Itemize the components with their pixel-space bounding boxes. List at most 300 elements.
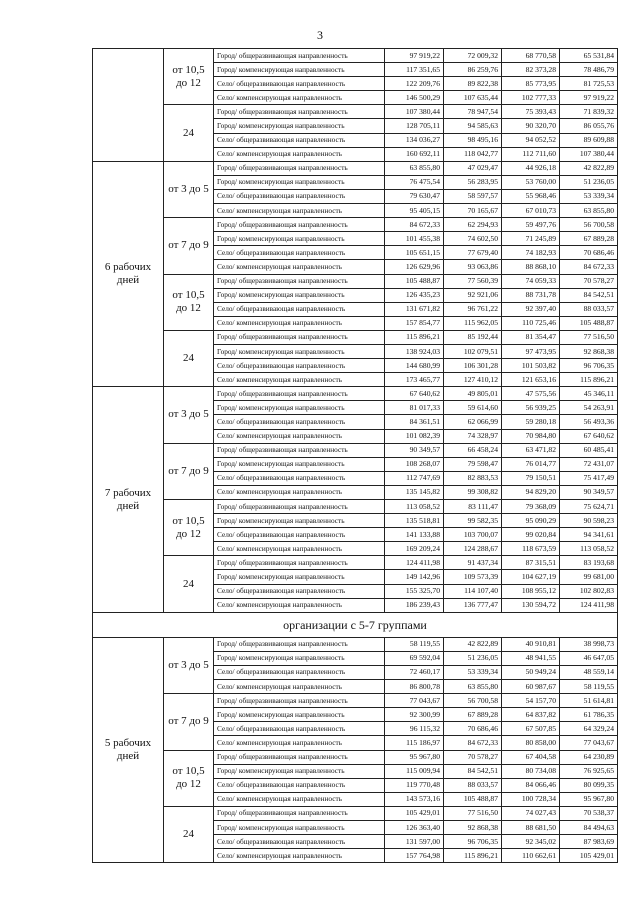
direction-label: Село/ компенсирующая направленность — [214, 680, 385, 694]
table-row — [93, 330, 618, 344]
stay-duration-cell: 24 — [164, 105, 214, 161]
value-cell: 94 052,52 — [502, 133, 560, 147]
value-cell: 77 043,67 — [385, 694, 444, 708]
value-cell: 126 363,40 — [385, 820, 444, 834]
table-row — [93, 443, 618, 457]
value-cell: 78 486,79 — [560, 63, 618, 77]
direction-label: Село/ общеразвивающая направленность — [214, 471, 385, 485]
value-cell: 173 465,77 — [385, 373, 444, 387]
value-cell: 76 014,77 — [502, 457, 560, 471]
value-cell: 74 182,93 — [502, 246, 560, 260]
value-cell: 130 594,72 — [502, 598, 560, 612]
value-cell: 88 868,10 — [502, 260, 560, 274]
value-cell: 86 055,76 — [560, 119, 618, 133]
value-cell: 99 020,84 — [502, 528, 560, 542]
direction-label: Село/ общеразвивающая направленность — [214, 584, 385, 598]
value-cell: 63 471,82 — [502, 443, 560, 457]
value-cell: 84 542,51 — [560, 288, 618, 302]
value-cell: 45 346,11 — [560, 387, 618, 401]
value-cell: 113 058,52 — [560, 542, 618, 556]
value-cell: 103 700,07 — [444, 528, 502, 542]
value-cell: 81 725,53 — [560, 77, 618, 91]
value-cell: 138 924,03 — [385, 344, 444, 358]
value-cell: 74 602,50 — [444, 232, 502, 246]
value-cell: 99 681,00 — [560, 570, 618, 584]
value-cell: 95 405,15 — [385, 204, 444, 218]
value-cell: 54 263,91 — [560, 401, 618, 415]
stay-duration-cell: от 7 до 9 — [164, 218, 214, 274]
value-cell: 48 559,14 — [560, 665, 618, 679]
value-cell: 54 157,70 — [502, 694, 560, 708]
value-cell: 59 614,60 — [444, 401, 502, 415]
value-cell: 75 417,49 — [560, 471, 618, 485]
section-row — [93, 612, 618, 637]
value-cell: 40 910,81 — [502, 637, 560, 651]
value-cell: 104 627,19 — [502, 570, 560, 584]
value-cell: 64 837,82 — [502, 708, 560, 722]
value-cell: 160 692,11 — [385, 147, 444, 161]
table-row — [93, 105, 618, 119]
value-cell: 135 145,82 — [385, 485, 444, 499]
value-cell: 67 889,28 — [560, 232, 618, 246]
direction-label: Город/ общеразвивающая направленность — [214, 274, 385, 288]
direction-label: Город/ компенсирующая направленность — [214, 175, 385, 189]
value-cell: 38 998,73 — [560, 637, 618, 651]
direction-label: Город/ компенсирующая направленность — [214, 288, 385, 302]
value-cell: 67 640,62 — [385, 387, 444, 401]
value-cell: 84 542,51 — [444, 764, 502, 778]
value-cell: 84 672,33 — [560, 260, 618, 274]
value-cell: 127 410,12 — [444, 373, 502, 387]
value-cell: 85 773,95 — [502, 77, 560, 91]
stay-duration-cell: от 10,5 до 12 — [164, 49, 214, 105]
direction-label: Село/ компенсирующая направленность — [214, 147, 385, 161]
value-cell: 77 043,67 — [560, 736, 618, 750]
value-cell: 81 354,47 — [502, 330, 560, 344]
value-cell: 134 036,27 — [385, 133, 444, 147]
value-cell: 53 760,00 — [502, 175, 560, 189]
value-cell: 70 165,67 — [444, 204, 502, 218]
direction-label: Село/ общеразвивающая направленность — [214, 246, 385, 260]
direction-label: Город/ общеразвивающая направленность — [214, 161, 385, 175]
direction-label: Село/ общеразвивающая направленность — [214, 415, 385, 429]
value-cell: 186 239,43 — [385, 598, 444, 612]
value-cell: 84 672,33 — [385, 218, 444, 232]
direction-label: Город/ компенсирующая направленность — [214, 651, 385, 665]
value-cell: 91 437,34 — [444, 556, 502, 570]
value-cell: 42 822,89 — [444, 637, 502, 651]
value-cell: 71 839,32 — [560, 105, 618, 119]
value-cell: 75 624,71 — [560, 500, 618, 514]
value-cell: 157 764,98 — [385, 849, 444, 863]
value-cell: 107 380,44 — [385, 105, 444, 119]
value-cell: 110 725,46 — [502, 316, 560, 330]
value-cell: 79 598,47 — [444, 457, 502, 471]
direction-label: Село/ общеразвивающая направленность — [214, 722, 385, 736]
direction-label: Город/ общеразвивающая направленность — [214, 556, 385, 570]
table-row — [93, 750, 618, 764]
value-cell: 115 962,05 — [444, 316, 502, 330]
value-cell: 68 770,58 — [502, 49, 560, 63]
value-cell: 131 597,00 — [385, 835, 444, 849]
direction-label: Село/ компенсирующая направленность — [214, 485, 385, 499]
value-cell: 124 288,67 — [444, 542, 502, 556]
value-cell: 93 063,86 — [444, 260, 502, 274]
work-days-cell — [93, 49, 164, 162]
value-cell: 115 009,94 — [385, 764, 444, 778]
value-cell: 70 578,27 — [560, 274, 618, 288]
value-cell: 126 435,23 — [385, 288, 444, 302]
value-cell: 77 516,50 — [444, 806, 502, 820]
value-cell: 107 380,44 — [560, 147, 618, 161]
table-row — [93, 806, 618, 820]
direction-label: Город/ компенсирующая направленность — [214, 401, 385, 415]
direction-label: Город/ компенсирующая направленность — [214, 232, 385, 246]
value-cell: 102 802,83 — [560, 584, 618, 598]
value-cell: 118 673,59 — [502, 542, 560, 556]
value-cell: 157 854,77 — [385, 316, 444, 330]
value-cell: 84 672,33 — [444, 736, 502, 750]
value-cell: 106 301,28 — [444, 359, 502, 373]
value-cell: 51 236,05 — [560, 175, 618, 189]
value-cell: 70 984,80 — [502, 429, 560, 443]
value-cell: 97 919,22 — [560, 91, 618, 105]
value-cell: 115 896,21 — [560, 373, 618, 387]
value-cell: 77 516,50 — [560, 330, 618, 344]
value-cell: 67 640,62 — [560, 429, 618, 443]
value-cell: 136 777,47 — [444, 598, 502, 612]
value-cell: 79 368,09 — [502, 500, 560, 514]
direction-label: Город/ общеразвивающая направленность — [214, 694, 385, 708]
value-cell: 87 983,69 — [560, 835, 618, 849]
value-cell: 69 592,04 — [385, 651, 444, 665]
value-cell: 107 635,44 — [444, 91, 502, 105]
table-row — [93, 694, 618, 708]
value-cell: 56 939,25 — [502, 401, 560, 415]
value-cell: 121 653,16 — [502, 373, 560, 387]
value-cell: 114 107,40 — [444, 584, 502, 598]
direction-label: Село/ компенсирующая направленность — [214, 542, 385, 556]
stay-duration-cell: 24 — [164, 556, 214, 612]
direction-label: Село/ общеразвивающая направленность — [214, 528, 385, 542]
direction-label: Город/ общеразвивающая направленность — [214, 500, 385, 514]
direction-label: Город/ общеразвивающая направленность — [214, 806, 385, 820]
value-cell: 62 066,99 — [444, 415, 502, 429]
direction-label: Город/ компенсирующая направленность — [214, 820, 385, 834]
direction-label: Село/ компенсирующая направленность — [214, 849, 385, 863]
direction-label: Город/ общеразвивающая направленность — [214, 330, 385, 344]
direction-label: Село/ компенсирующая направленность — [214, 204, 385, 218]
direction-label: Город/ компенсирующая направленность — [214, 708, 385, 722]
value-cell: 44 926,18 — [502, 161, 560, 175]
value-cell: 124 411,98 — [560, 598, 618, 612]
value-cell: 64 230,89 — [560, 750, 618, 764]
direction-label: Село/ общеразвивающая направленность — [214, 77, 385, 91]
value-cell: 105 488,87 — [385, 274, 444, 288]
value-cell: 115 896,21 — [385, 330, 444, 344]
direction-label: Город/ общеразвивающая направленность — [214, 750, 385, 764]
value-cell: 74 059,33 — [502, 274, 560, 288]
value-cell: 109 573,39 — [444, 570, 502, 584]
value-cell: 90 349,57 — [385, 443, 444, 457]
value-cell: 122 209,76 — [385, 77, 444, 91]
stay-duration-cell: от 3 до 5 — [164, 387, 214, 443]
direction-label: Город/ общеразвивающая направленность — [214, 218, 385, 232]
value-cell: 60 485,41 — [560, 443, 618, 457]
value-cell: 50 949,24 — [502, 665, 560, 679]
value-cell: 90 320,70 — [502, 119, 560, 133]
value-cell: 67 507,85 — [502, 722, 560, 736]
value-cell: 59 280,18 — [502, 415, 560, 429]
value-cell: 144 680,99 — [385, 359, 444, 373]
direction-label: Село/ общеразвивающая направленность — [214, 133, 385, 147]
section-heading: организации с 5-7 группами — [93, 612, 618, 637]
value-cell: 74 027,43 — [502, 806, 560, 820]
direction-label: Город/ компенсирующая направленность — [214, 63, 385, 77]
value-cell: 84 494,63 — [560, 820, 618, 834]
value-cell: 95 967,80 — [560, 792, 618, 806]
value-cell: 92 300,99 — [385, 708, 444, 722]
value-cell: 89 609,88 — [560, 133, 618, 147]
value-cell: 124 411,98 — [385, 556, 444, 570]
table-row — [93, 556, 618, 570]
value-cell: 108 268,07 — [385, 457, 444, 471]
value-cell: 58 119,55 — [385, 637, 444, 651]
value-cell: 60 987,67 — [502, 680, 560, 694]
value-cell: 92 868,38 — [560, 344, 618, 358]
value-cell: 80 734,08 — [502, 764, 560, 778]
value-cell: 95 090,29 — [502, 514, 560, 528]
direction-label: Город/ компенсирующая направленность — [214, 457, 385, 471]
value-cell: 70 538,37 — [560, 806, 618, 820]
value-cell: 71 245,89 — [502, 232, 560, 246]
value-cell: 74 328,97 — [444, 429, 502, 443]
value-cell: 88 681,50 — [502, 820, 560, 834]
value-cell: 89 822,38 — [444, 77, 502, 91]
direction-label: Село/ компенсирующая направленность — [214, 598, 385, 612]
value-cell: 48 941,55 — [502, 651, 560, 665]
value-cell: 141 133,88 — [385, 528, 444, 542]
work-days-cell: 6 рабочих дней — [93, 161, 164, 387]
value-cell: 85 192,44 — [444, 330, 502, 344]
value-cell: 98 495,16 — [444, 133, 502, 147]
value-cell: 101 455,38 — [385, 232, 444, 246]
direction-label: Город/ компенсирующая направленность — [214, 514, 385, 528]
direction-label: Город/ общеразвивающая направленность — [214, 105, 385, 119]
value-cell: 56 700,58 — [444, 694, 502, 708]
direction-label: Село/ общеразвивающая направленность — [214, 302, 385, 316]
value-cell: 58 597,57 — [444, 189, 502, 203]
value-cell: 84 066,46 — [502, 778, 560, 792]
value-cell: 80 858,00 — [502, 736, 560, 750]
value-cell: 100 728,34 — [502, 792, 560, 806]
value-cell: 128 705,11 — [385, 119, 444, 133]
stay-duration-cell: от 7 до 9 — [164, 443, 214, 499]
value-cell: 77 560,39 — [444, 274, 502, 288]
work-days-cell: 5 рабочих дней — [93, 637, 164, 863]
stay-duration-cell: от 3 до 5 — [164, 637, 214, 693]
value-cell: 86 800,78 — [385, 680, 444, 694]
value-cell: 56 493,36 — [560, 415, 618, 429]
value-cell: 63 855,80 — [444, 680, 502, 694]
table-row — [93, 49, 618, 63]
value-cell: 56 700,58 — [560, 218, 618, 232]
work-days-cell: 7 рабочих дней — [93, 387, 164, 613]
value-cell: 96 706,35 — [444, 835, 502, 849]
value-cell: 82 883,53 — [444, 471, 502, 485]
direction-label: Село/ общеразвивающая направленность — [214, 778, 385, 792]
direction-label: Село/ общеразвивающая направленность — [214, 359, 385, 373]
value-cell: 112 711,60 — [502, 147, 560, 161]
direction-label: Город/ общеразвивающая направленность — [214, 49, 385, 63]
table-row — [93, 218, 618, 232]
value-cell: 49 805,01 — [444, 387, 502, 401]
value-cell: 90 598,23 — [560, 514, 618, 528]
direction-label: Город/ компенсирующая направленность — [214, 119, 385, 133]
value-cell: 58 119,55 — [560, 680, 618, 694]
value-cell: 83 111,47 — [444, 500, 502, 514]
value-cell: 149 142,96 — [385, 570, 444, 584]
page-number: 3 — [317, 28, 323, 42]
direction-label: Село/ компенсирующая направленность — [214, 736, 385, 750]
value-cell: 62 294,93 — [444, 218, 502, 232]
value-cell: 105 488,87 — [560, 316, 618, 330]
value-cell: 119 770,48 — [385, 778, 444, 792]
value-cell: 76 475,54 — [385, 175, 444, 189]
value-cell: 108 955,12 — [502, 584, 560, 598]
value-cell: 66 458,24 — [444, 443, 502, 457]
tariff-table-body — [93, 49, 618, 863]
value-cell: 155 325,70 — [385, 584, 444, 598]
value-cell: 105 651,15 — [385, 246, 444, 260]
value-cell: 82 373,28 — [502, 63, 560, 77]
value-cell: 77 679,40 — [444, 246, 502, 260]
value-cell: 67 010,73 — [502, 204, 560, 218]
stay-duration-cell: от 10,5 до 12 — [164, 750, 214, 806]
table-row — [93, 161, 618, 175]
table-row — [93, 500, 618, 514]
value-cell: 72 009,32 — [444, 49, 502, 63]
value-cell: 70 686,46 — [560, 246, 618, 260]
value-cell: 56 283,95 — [444, 175, 502, 189]
value-cell: 70 578,27 — [444, 750, 502, 764]
value-cell: 88 033,57 — [444, 778, 502, 792]
direction-label: Село/ компенсирующая направленность — [214, 373, 385, 387]
value-cell: 96 115,32 — [385, 722, 444, 736]
direction-label: Село/ компенсирующая направленность — [214, 316, 385, 330]
value-cell: 47 029,47 — [444, 161, 502, 175]
value-cell: 72 460,17 — [385, 665, 444, 679]
value-cell: 102 079,51 — [444, 344, 502, 358]
value-cell: 97 473,95 — [502, 344, 560, 358]
value-cell: 64 329,24 — [560, 722, 618, 736]
value-cell: 96 761,22 — [444, 302, 502, 316]
value-cell: 88 033,57 — [560, 302, 618, 316]
value-cell: 53 339,34 — [444, 665, 502, 679]
table-row — [93, 637, 618, 651]
value-cell: 92 868,38 — [444, 820, 502, 834]
value-cell: 51 614,81 — [560, 694, 618, 708]
value-cell: 79 150,51 — [502, 471, 560, 485]
value-cell: 78 947,54 — [444, 105, 502, 119]
value-cell: 105 429,01 — [385, 806, 444, 820]
value-cell: 76 925,65 — [560, 764, 618, 778]
stay-duration-cell: 24 — [164, 806, 214, 862]
direction-label: Село/ общеразвивающая направленность — [214, 189, 385, 203]
value-cell: 63 855,80 — [385, 161, 444, 175]
stay-duration-cell: от 10,5 до 12 — [164, 274, 214, 330]
value-cell: 67 889,28 — [444, 708, 502, 722]
stay-duration-cell: от 10,5 до 12 — [164, 500, 214, 556]
value-cell: 65 531,84 — [560, 49, 618, 63]
value-cell: 53 339,34 — [560, 189, 618, 203]
direction-label: Город/ компенсирующая направленность — [214, 344, 385, 358]
value-cell: 70 686,46 — [444, 722, 502, 736]
value-cell: 96 706,35 — [560, 359, 618, 373]
tariff-table — [92, 48, 618, 863]
direction-label: Село/ общеразвивающая направленность — [214, 665, 385, 679]
value-cell: 79 630,47 — [385, 189, 444, 203]
stay-duration-cell: 24 — [164, 330, 214, 386]
value-cell: 67 404,58 — [502, 750, 560, 764]
direction-label: Город/ компенсирующая направленность — [214, 764, 385, 778]
value-cell: 110 662,61 — [502, 849, 560, 863]
direction-label: Город/ общеразвивающая направленность — [214, 637, 385, 651]
value-cell: 115 186,97 — [385, 736, 444, 750]
value-cell: 61 786,35 — [560, 708, 618, 722]
value-cell: 47 575,56 — [502, 387, 560, 401]
value-cell: 118 042,77 — [444, 147, 502, 161]
value-cell: 75 393,43 — [502, 105, 560, 119]
value-cell: 63 855,80 — [560, 204, 618, 218]
value-cell: 55 968,46 — [502, 189, 560, 203]
value-cell: 115 896,21 — [444, 849, 502, 863]
value-cell: 113 058,52 — [385, 500, 444, 514]
value-cell: 92 397,40 — [502, 302, 560, 316]
value-cell: 105 488,87 — [444, 792, 502, 806]
value-cell: 143 573,16 — [385, 792, 444, 806]
value-cell: 59 497,76 — [502, 218, 560, 232]
stay-duration-cell: от 7 до 9 — [164, 694, 214, 750]
direction-label: Село/ компенсирующая направленность — [214, 260, 385, 274]
value-cell: 101 503,82 — [502, 359, 560, 373]
value-cell: 99 582,35 — [444, 514, 502, 528]
value-cell: 169 209,24 — [385, 542, 444, 556]
direction-label: Село/ компенсирующая направленность — [214, 429, 385, 443]
value-cell: 105 429,01 — [560, 849, 618, 863]
direction-label: Село/ компенсирующая направленность — [214, 91, 385, 105]
value-cell: 88 731,78 — [502, 288, 560, 302]
value-cell: 95 967,80 — [385, 750, 444, 764]
value-cell: 84 361,51 — [385, 415, 444, 429]
value-cell: 92 345,02 — [502, 835, 560, 849]
value-cell: 97 919,22 — [385, 49, 444, 63]
value-cell: 94 341,61 — [560, 528, 618, 542]
value-cell: 99 308,82 — [444, 485, 502, 499]
value-cell: 112 747,69 — [385, 471, 444, 485]
value-cell: 51 236,05 — [444, 651, 502, 665]
direction-label: Село/ компенсирующая направленность — [214, 792, 385, 806]
value-cell: 94 585,63 — [444, 119, 502, 133]
value-cell: 42 822,89 — [560, 161, 618, 175]
value-cell: 72 431,07 — [560, 457, 618, 471]
stay-duration-cell: от 3 до 5 — [164, 161, 214, 217]
value-cell: 131 671,82 — [385, 302, 444, 316]
value-cell: 46 647,05 — [560, 651, 618, 665]
value-cell: 135 518,81 — [385, 514, 444, 528]
value-cell: 94 829,20 — [502, 485, 560, 499]
direction-label: Село/ общеразвивающая направленность — [214, 835, 385, 849]
